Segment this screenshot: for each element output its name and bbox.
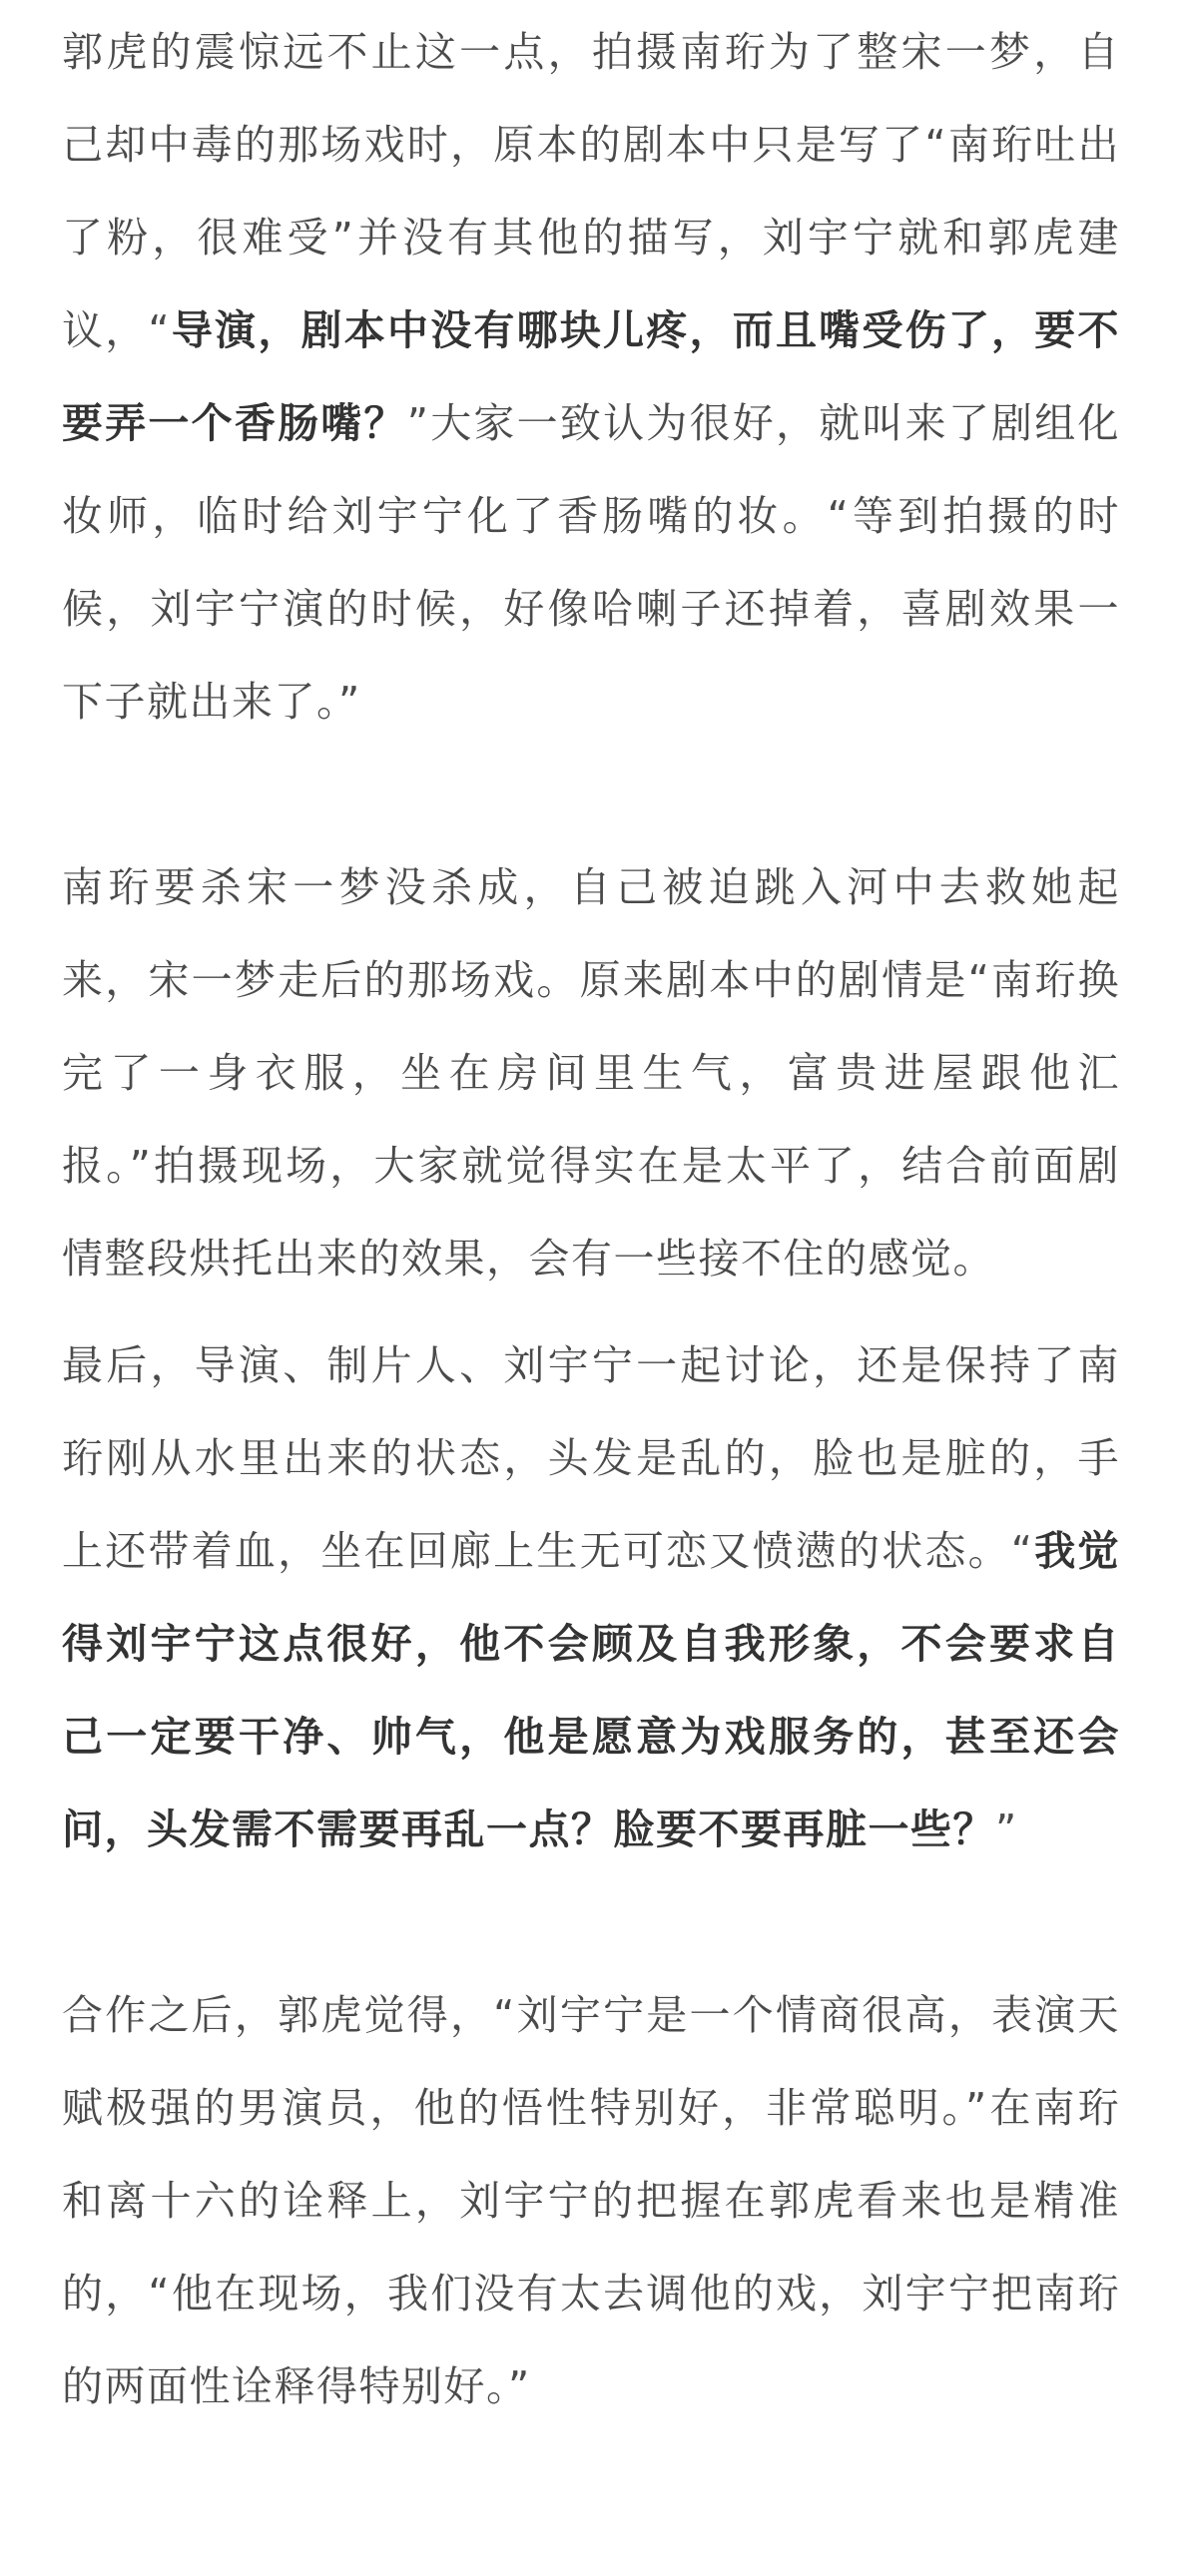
paragraph-2-text: 南珩要杀宋一梦没杀成，自己被迫跳入河中去救她起来，宋一梦走后的那场戏。原来剧本中的剧情是“南珩换完了一身衣服，坐在房间里生气，富贵进屋跟他汇报。”拍摄现场，大家就觉得实在是太平了，结合前面剧情整段烘托出来的效果，会有一些接不住的感觉。 — [62, 863, 1120, 1283]
article-body — [62, 6, 1120, 2433]
paragraph-1-text-a: 郭虎的震惊远不止这一点，拍摄南珩为了整宋一梦，自己却中毒的那场戏时，原本的剧本中只是写了“南珩吐出了粉，很难受”并没有其他的描写，刘宇宁就和郭虎建议，“ — [62, 28, 1120, 354]
paragraph-1-bold-quote: 导演，剧本中没有哪块儿疼，而且嘴受伤了，要不要弄一个香肠嘴？ — [62, 306, 1120, 447]
paragraph-2 — [62, 841, 1120, 1305]
paragraph-3-bold-quote: 我觉得刘宇宁这点很好，他不会顾及自我形象，不会要求自己一定要干净、帅气，他是愿意为戏服务的，甚至还会问，头发需不需要再乱一点？脸要不要再脏一些？ — [62, 1527, 1120, 1853]
paragraph-3-text-b: ” — [995, 1805, 1018, 1853]
paragraph-3 — [62, 1319, 1120, 1876]
paragraph-1-text-b: ”大家一致认为很好，就叫来了剧组化妆师，临时给刘宇宁化了香肠嘴的妆。“等到拍摄的时候，刘宇宁演的时候，好像哈喇子还掉着，喜剧效果一下子就出来了。” — [62, 399, 1120, 726]
paragraph-4 — [62, 1969, 1120, 2433]
paragraph-3-text-a: 最后，导演、制片人、刘宇宁一起讨论，还是保持了南珩刚从水里出来的状态，头发是乱的，脸也是脏的，手上还带着血，坐在回廊上生无可恋又愤懑的状态。“ — [62, 1341, 1120, 1575]
paragraph-1 — [62, 6, 1120, 749]
paragraph-4-text: 合作之后，郭虎觉得，“刘宇宁是一个情商很高，表演天赋极强的男演员，他的悟性特别好，非常聪明。”在南珩和离十六的诠释上，刘宇宁的把握在郭虎看来也是精准的，“他在现场，我们没有太去调他的戏，刘宇宁把南珩的两面性诠释得特别好。” — [62, 1991, 1120, 2410]
